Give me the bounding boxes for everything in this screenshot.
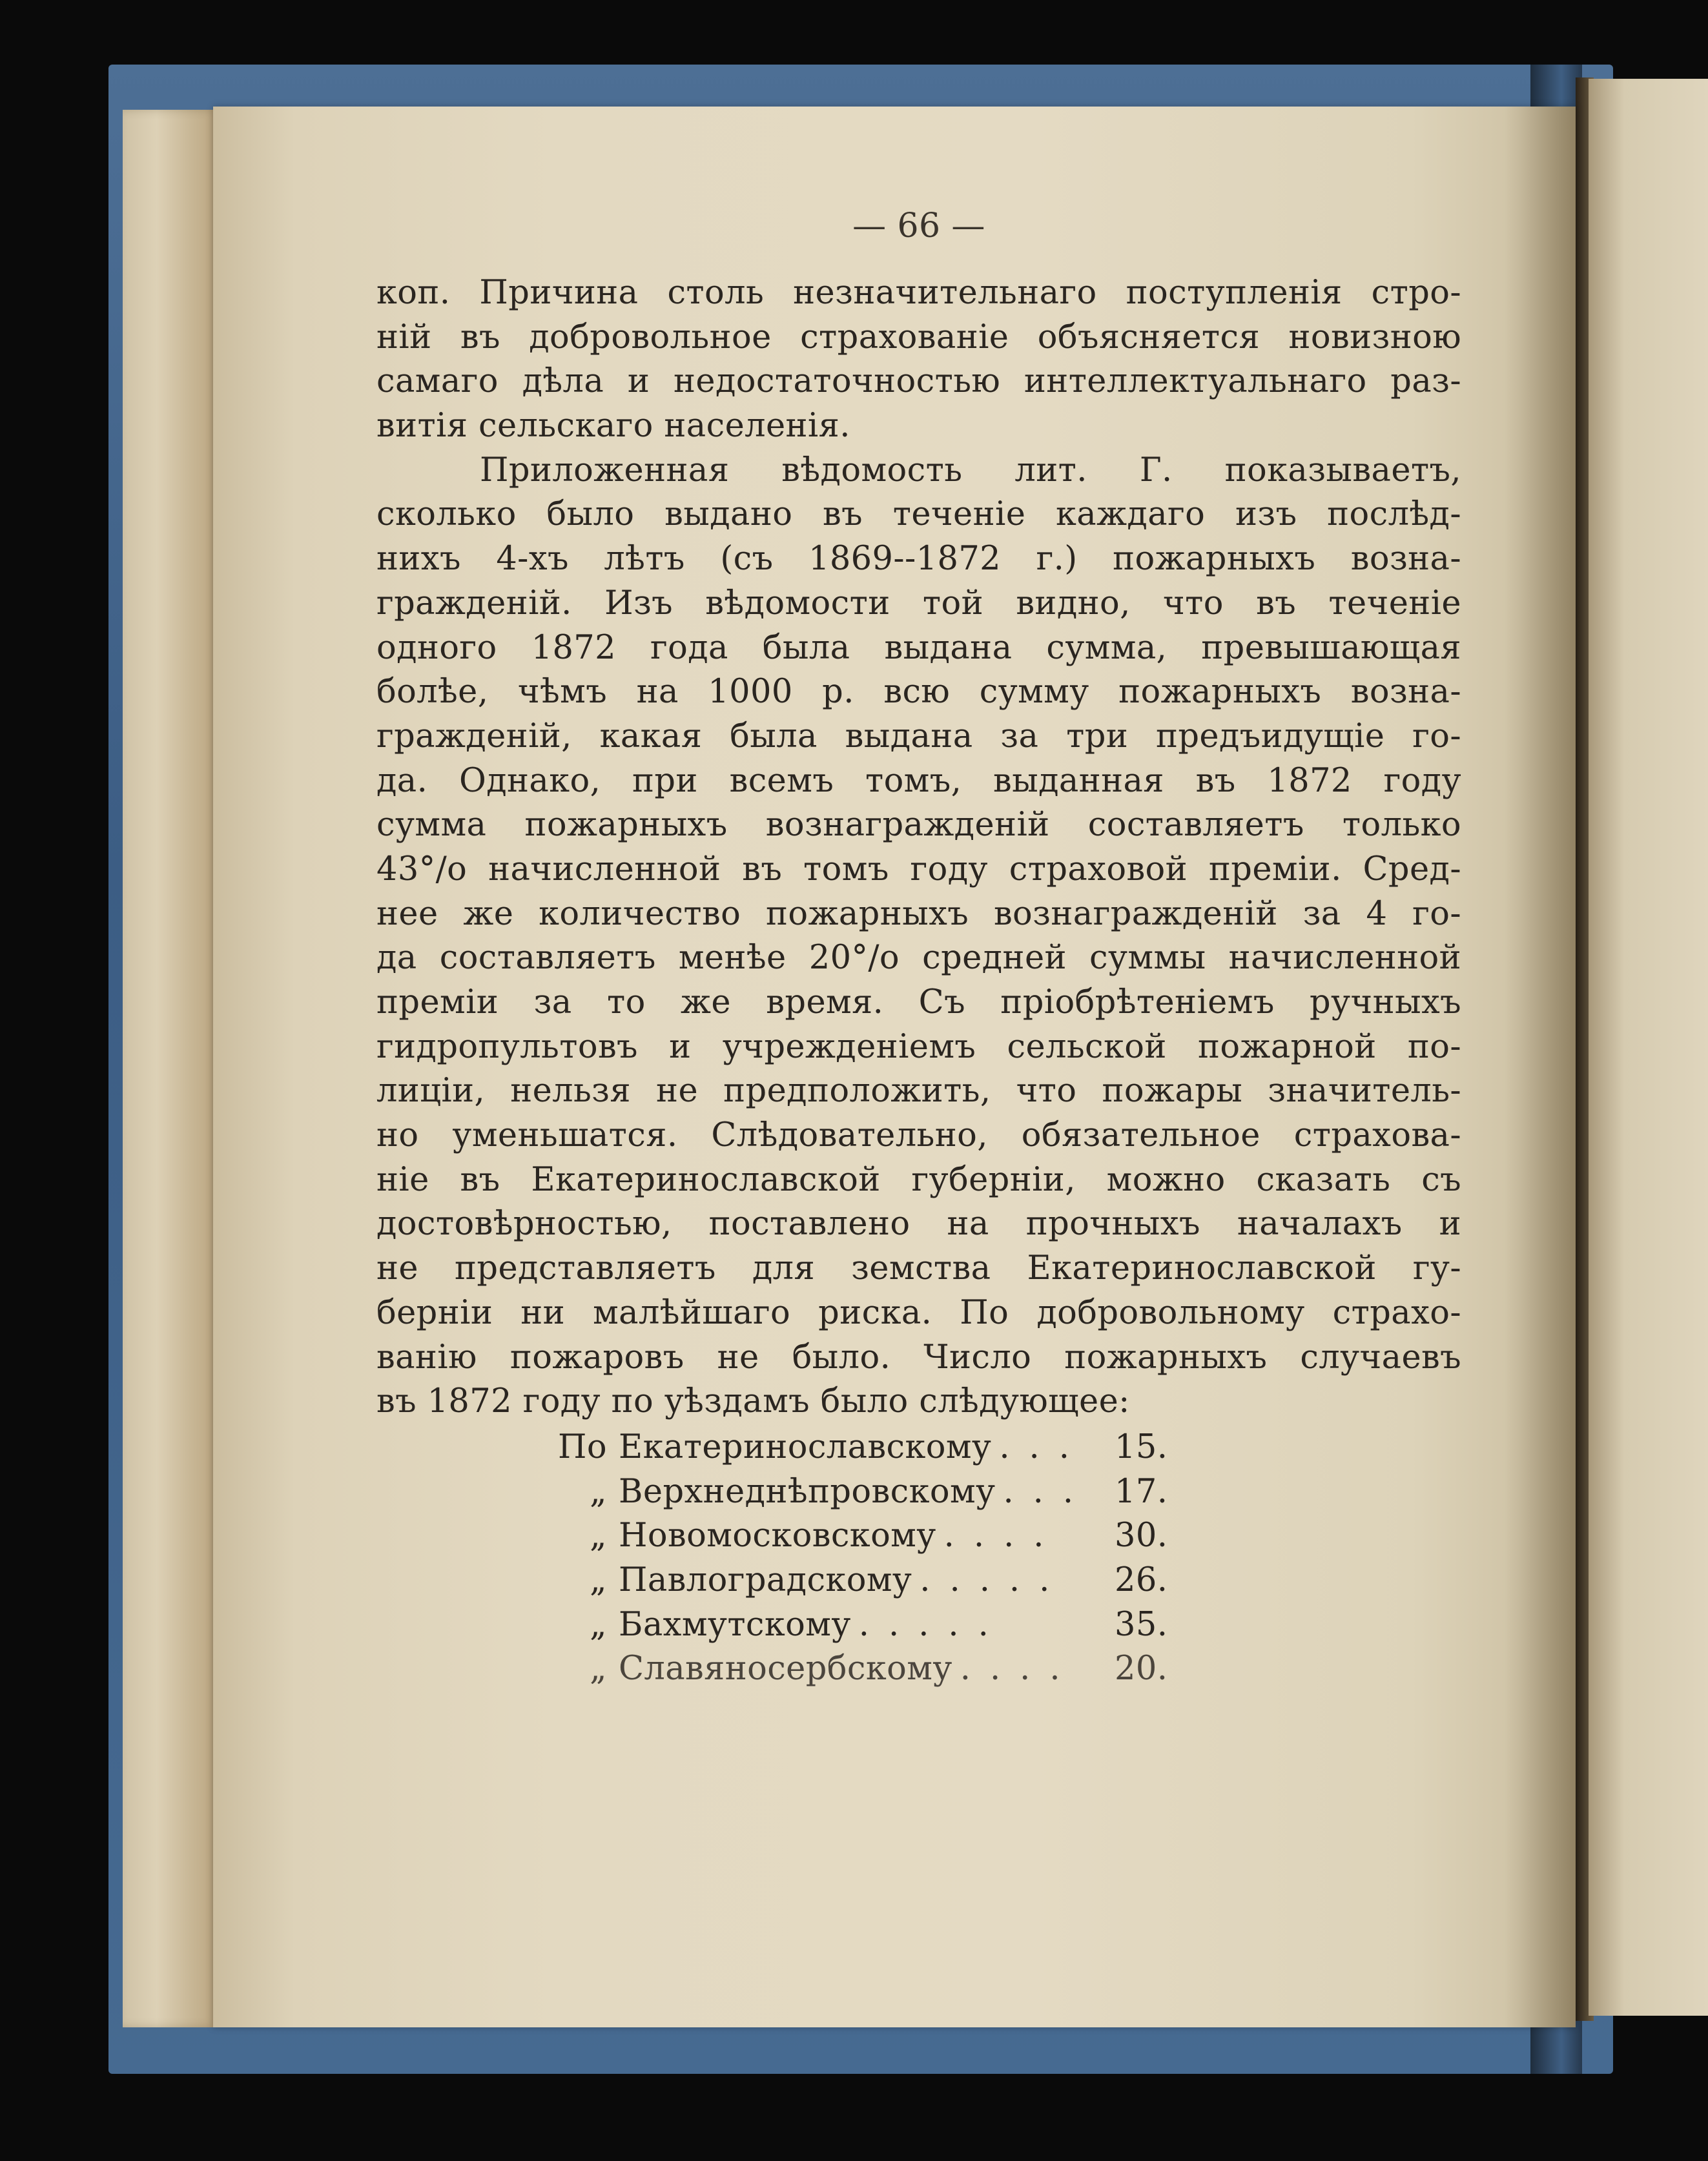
district-prefix: „ (590, 1517, 607, 1555)
district-name: Павлоградскому (619, 1561, 912, 1599)
district-name: Бахмутскому (619, 1605, 851, 1644)
fire-count: 30. (1115, 1517, 1168, 1555)
fire-count: 20. (1115, 1650, 1168, 1688)
text-line: нихъ 4-хъ лѣтъ (съ 1869--1872 г.) пожарныхъ возна- (376, 540, 1461, 579)
district-name-cell (619, 1559, 1109, 1603)
text-line: гражденій, какая была выдана за три предъидущіе го- (376, 717, 1461, 755)
text-line: берніи ни малѣйшаго риска. По добровольному страхо- (376, 1293, 1461, 1332)
district-row (376, 1426, 1461, 1470)
district-prefix: По (558, 1428, 607, 1466)
district-row (376, 1647, 1461, 1692)
district-name: Верхнеднѣпровскому (619, 1472, 996, 1511)
page-number: — 66 — (852, 207, 985, 245)
text-line: сколько было выдано въ теченіе каждаго изъ послѣд- (376, 495, 1461, 534)
text-line: не представляетъ для земства Екатеринославской гу- (376, 1249, 1461, 1288)
text-line: болѣе, чѣмъ на 1000 р. всю сумму пожарныхъ возна- (376, 673, 1461, 712)
page-text (376, 207, 1461, 1692)
text-line: гидропультовъ и учрежденіемъ сельской пожарной по- (376, 1027, 1461, 1066)
text-line: 43°/o начисленной въ томъ году страховой преміи. Сред- (376, 850, 1461, 888)
text-line: ній въ добровольное страхованіе объясняется новизною (376, 318, 1461, 356)
leader-dots: .... (943, 1517, 1064, 1555)
text-line: коп. Причина столь незначительнаго поступленія стро- (376, 274, 1461, 312)
text-line: самаго дѣла и недостаточностью интеллектуальнаго раз- (376, 362, 1461, 401)
text-line: ванію пожаровъ не было. Число пожарныхъ случаевъ (376, 1338, 1461, 1377)
text-line: сумма пожарныхъ вознагражденій составляетъ только (376, 806, 1461, 845)
district-row (376, 1603, 1461, 1648)
district-fire-list (376, 1426, 1461, 1692)
district-row (376, 1514, 1461, 1559)
district-prefix: „ (590, 1472, 607, 1511)
text-line: лиціи, нельзя не предположить, что пожары значитель- (376, 1072, 1461, 1111)
district-name: Екатеринославскому (619, 1428, 992, 1466)
district-name-cell (619, 1426, 1109, 1470)
leader-dots: ... (1003, 1472, 1093, 1511)
district-name-cell (619, 1470, 1109, 1515)
fire-count: 17. (1115, 1472, 1168, 1511)
district-name-cell (619, 1603, 1109, 1648)
text-line: ніе въ Екатеринославской губерніи, можно сказать съ (376, 1160, 1461, 1199)
district-row (376, 1559, 1461, 1603)
text-line: гражденій. Изъ вѣдомости той видно, что въ теченіе (376, 584, 1461, 622)
text-line: въ 1872 году по уѣздамъ было слѣдующее: (376, 1382, 1130, 1421)
leader-dots: .... (960, 1650, 1080, 1688)
fire-count: 15. (1115, 1428, 1168, 1466)
district-name: Славяносербскому (619, 1650, 952, 1688)
text-line: одного 1872 года была выдана сумма, превышающая (376, 628, 1461, 667)
fire-count: 35. (1115, 1605, 1168, 1644)
text-line: преміи за то же время. Съ пріобрѣтеніемъ ручныхъ (376, 983, 1461, 1021)
text-line: да составляетъ менѣе 20°/o средней суммы начисленной (376, 939, 1461, 978)
district-row (376, 1470, 1461, 1515)
district-name: Новомосковскому (619, 1517, 936, 1555)
district-prefix: „ (590, 1561, 607, 1599)
district-prefix: „ (590, 1605, 607, 1644)
leader-dots: ... (999, 1428, 1089, 1466)
page-edges-left (123, 110, 220, 2027)
fire-count: 26. (1115, 1561, 1168, 1599)
facing-page-fragment (1589, 79, 1708, 2016)
text-line: достовѣрностью, поставлено на прочныхъ началахъ и (376, 1205, 1461, 1244)
text-line: витія сельскаго населенія. (376, 407, 850, 446)
text-line: да. Однако, при всемъ томъ, выданная въ 1872 году (376, 761, 1461, 800)
text-line: Приложенная вѣдомость лит. Г. показываетъ, (480, 451, 1461, 489)
text-line: нее же количество пожарныхъ вознагражденій за 4 го- (376, 894, 1461, 933)
district-name-cell (619, 1647, 1109, 1692)
leader-dots: ..... (920, 1561, 1069, 1599)
body-paragraphs (376, 271, 1461, 1424)
text-line: но уменьшатся. Слѣдовательно, обязательное страхова- (376, 1116, 1461, 1155)
leader-dots: ..... (858, 1605, 1008, 1644)
district-name-cell (619, 1514, 1109, 1559)
district-prefix: „ (590, 1650, 607, 1688)
